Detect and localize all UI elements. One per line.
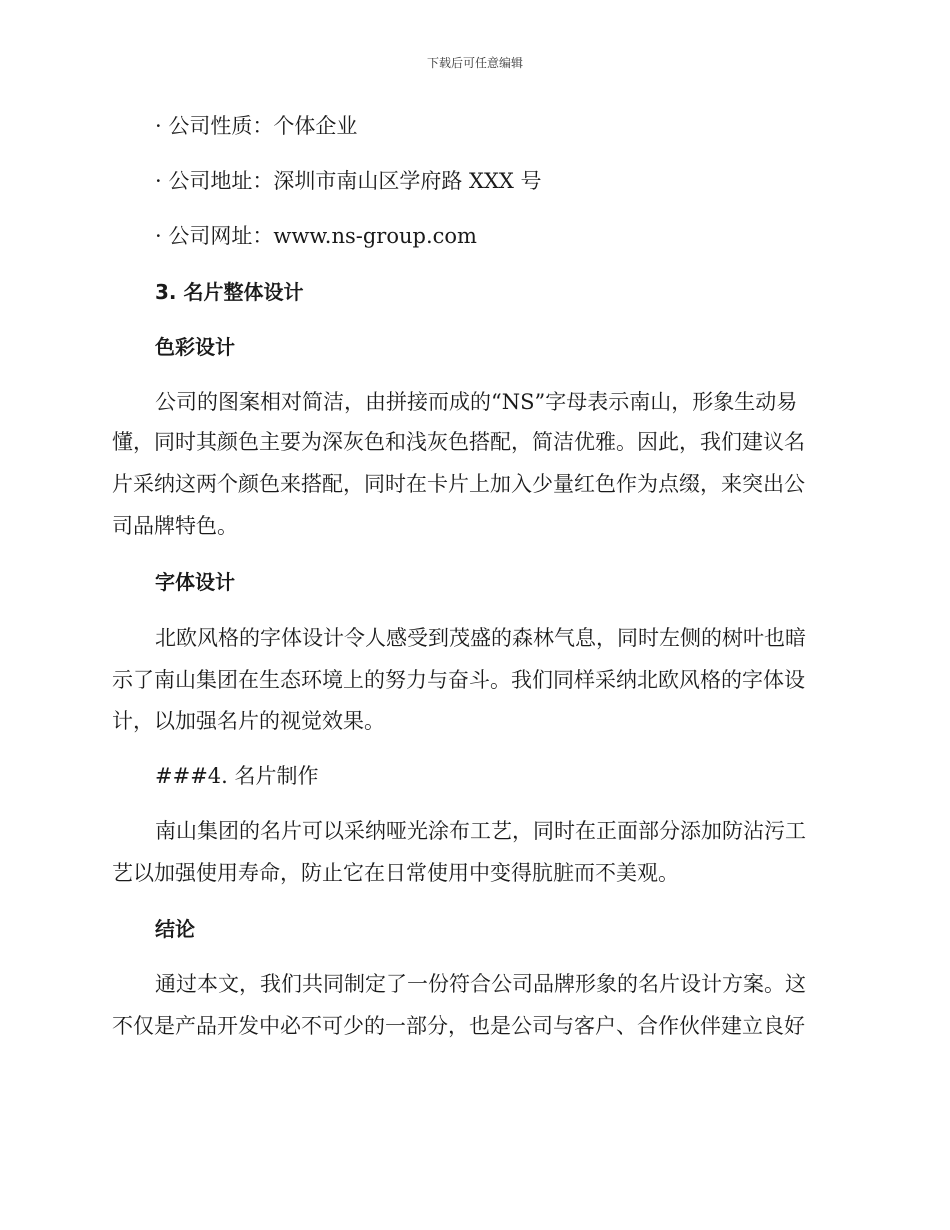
color-design-line-1: 公司的图案相对简洁，由拼接而成的“NS”字母表示南山，形象生动易 <box>155 390 798 414</box>
bullet-company-website: · 公司网址：www.ns-group.com <box>155 224 477 248</box>
font-design-line-1: 北欧风格的字体设计令人感受到茂盛的森林气息，同时左侧的树叶也暗 <box>155 626 806 650</box>
section-3-title: 3. 名片整体设计 <box>155 280 304 304</box>
color-design-line-3: 片采纳这两个颜色来搭配，同时在卡片上加入少量红色作为点缀，来突出公 <box>112 472 805 496</box>
bullet-company-address: · 公司地址：深圳市南山区学府路 XXX 号 <box>155 169 542 193</box>
font-design-line-3: 计，以加强名片的视觉效果。 <box>112 709 385 733</box>
font-design-line-2: 示了南山集团在生态环境上的努力与奋斗。我们同样采纳北欧风格的字体设 <box>112 668 805 692</box>
page-header: 下载后可任意编辑 <box>426 56 523 70</box>
section-4-title: ###4. 名片制作 <box>155 764 319 788</box>
conclusion-heading: 结论 <box>155 917 195 941</box>
color-design-heading: 色彩设计 <box>155 335 235 359</box>
color-design-line-2: 懂，同时其颜色主要为深灰色和浅灰色搭配，简洁优雅。因此，我们建议名 <box>112 430 805 454</box>
color-design-line-4: 司品牌特色。 <box>112 514 238 538</box>
section-4-line-2: 艺以加强使用寿命，防止它在日常使用中变得肮脏而不美观。 <box>112 861 679 885</box>
font-design-heading: 字体设计 <box>155 570 235 594</box>
section-4-line-1: 南山集团的名片可以采纳哑光涂布工艺，同时在正面部分添加防沾污工 <box>155 819 806 843</box>
conclusion-line-2: 不仅是产品开发中必不可少的一部分，也是公司与客户、合作伙伴建立良好 <box>112 1014 805 1038</box>
conclusion-line-1: 通过本文，我们共同制定了一份符合公司品牌形象的名片设计方案。这 <box>155 972 806 996</box>
bullet-company-type: · 公司性质：个体企业 <box>155 114 358 138</box>
